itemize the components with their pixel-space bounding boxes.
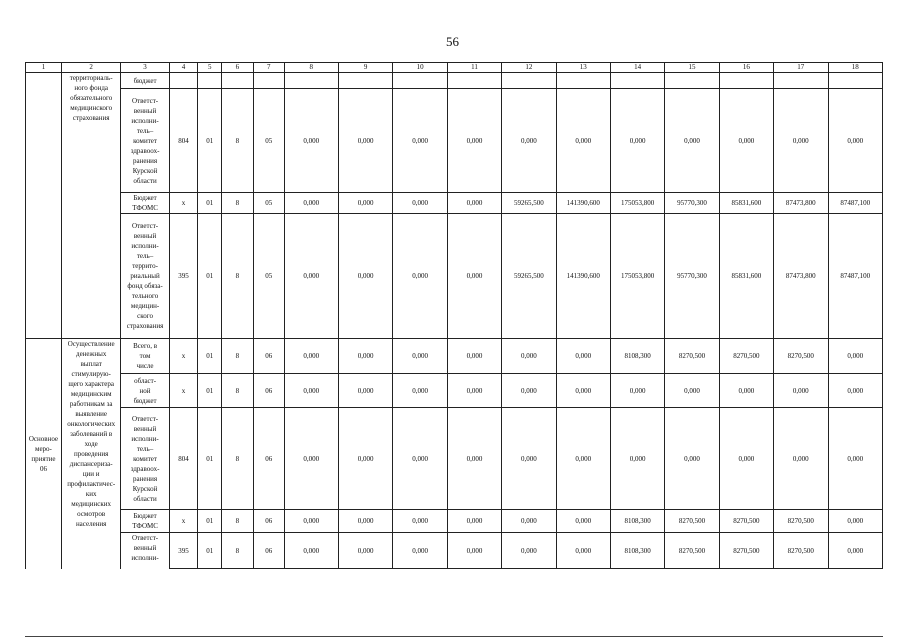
value-cell: 0,000	[447, 374, 501, 408]
header-cell: 14	[610, 63, 664, 73]
value-cell: 0,000	[284, 89, 338, 193]
value-cell: 0,000	[828, 510, 883, 533]
source-cell: бюджет	[121, 73, 169, 89]
value-cell: 0,000	[393, 374, 447, 408]
value-cell: 06	[253, 510, 284, 533]
value-cell	[222, 73, 254, 89]
value-cell: 0,000	[447, 89, 501, 193]
value-cell: 8	[222, 533, 254, 569]
value-cell: 0,000	[447, 339, 501, 374]
budget-table	[25, 62, 883, 569]
value-cell: 0,000	[665, 408, 719, 510]
value-cell: 0,000	[393, 510, 447, 533]
value-cell: 06	[253, 533, 284, 569]
value-cell: 8108,300	[610, 339, 664, 374]
value-cell: 0,000	[719, 374, 773, 408]
value-cell: 0,000	[556, 510, 610, 533]
value-cell: 8	[222, 408, 254, 510]
measure-description-cell: территориаль- ного фонда обязательного медицинского страхования	[61, 73, 121, 339]
measure-description-cell: Осуществление денежных выплат стимулирую- щего характера медицинским работникам за выявление онкологических заболеваний в ходе проведения диспансериза- ции и профилактичес- ких медицинских осмотров населения	[61, 339, 121, 569]
value-cell: 0,000	[774, 408, 828, 510]
value-cell: 01	[198, 89, 222, 193]
header-cell: 11	[447, 63, 501, 73]
value-cell: 0,000	[393, 339, 447, 374]
table-row	[26, 214, 883, 339]
value-cell	[393, 73, 447, 89]
value-cell: 0,000	[828, 408, 883, 510]
value-cell: 395	[169, 214, 198, 339]
value-cell: 0,000	[338, 374, 392, 408]
value-cell: 0,000	[556, 533, 610, 569]
value-cell: х	[169, 510, 198, 533]
value-cell: 0,000	[828, 89, 883, 193]
value-cell: 0,000	[665, 89, 719, 193]
table-row	[26, 374, 883, 408]
value-cell: 0,000	[284, 408, 338, 510]
value-cell: 01	[198, 193, 222, 214]
value-cell: 0,000	[502, 533, 556, 569]
measure-name-cell: Основное меро- приятие 06	[26, 339, 62, 569]
value-cell: х	[169, 374, 198, 408]
value-cell: 0,000	[393, 193, 447, 214]
value-cell: 06	[253, 408, 284, 510]
page-bottom-rule	[25, 636, 883, 637]
value-cell: 0,000	[556, 339, 610, 374]
value-cell	[665, 73, 719, 89]
source-cell: Ответст- венный исполни- тель– комитет здравоох- ранения Курской области	[121, 408, 169, 510]
value-cell: 0,000	[610, 374, 664, 408]
value-cell	[556, 73, 610, 89]
header-cell: 7	[253, 63, 284, 73]
value-cell: 01	[198, 214, 222, 339]
value-cell: 0,000	[719, 89, 773, 193]
value-cell: 87473,800	[774, 193, 828, 214]
value-cell	[198, 73, 222, 89]
source-cell: Бюджет ТФОМС	[121, 193, 169, 214]
value-cell: 175053,800	[610, 193, 664, 214]
value-cell: 141390,600	[556, 193, 610, 214]
value-cell: 0,000	[447, 193, 501, 214]
value-cell: х	[169, 193, 198, 214]
value-cell	[719, 73, 773, 89]
value-cell: 8270,500	[665, 339, 719, 374]
value-cell: 0,000	[502, 89, 556, 193]
header-cell: 17	[774, 63, 828, 73]
value-cell: 0,000	[556, 89, 610, 193]
table-row	[26, 73, 883, 89]
value-cell: 8270,500	[719, 533, 773, 569]
value-cell: 0,000	[447, 408, 501, 510]
value-cell: 87473,800	[774, 214, 828, 339]
value-cell: 0,000	[338, 533, 392, 569]
header-cell: 1	[26, 63, 62, 73]
value-cell: 0,000	[284, 510, 338, 533]
value-cell	[338, 73, 392, 89]
header-cell: 15	[665, 63, 719, 73]
value-cell: 8270,500	[665, 533, 719, 569]
value-cell: 175053,800	[610, 214, 664, 339]
value-cell: 8270,500	[774, 533, 828, 569]
source-cell: област- ной бюджет	[121, 374, 169, 408]
measure-name-cell	[26, 73, 62, 339]
value-cell: 0,000	[284, 339, 338, 374]
value-cell: 01	[198, 533, 222, 569]
table-row	[26, 408, 883, 510]
table-row	[26, 193, 883, 214]
value-cell: 0,000	[502, 339, 556, 374]
value-cell: 0,000	[828, 339, 883, 374]
header-row	[26, 63, 883, 73]
source-cell: Бюджет ТФОМС	[121, 510, 169, 533]
value-cell: 0,000	[284, 214, 338, 339]
value-cell: 0,000	[502, 510, 556, 533]
header-cell: 4	[169, 63, 198, 73]
value-cell: 0,000	[338, 89, 392, 193]
value-cell: 06	[253, 339, 284, 374]
value-cell	[610, 73, 664, 89]
value-cell	[502, 73, 556, 89]
value-cell: 8108,300	[610, 533, 664, 569]
value-cell: 0,000	[447, 533, 501, 569]
value-cell: 0,000	[719, 408, 773, 510]
value-cell: 05	[253, 193, 284, 214]
value-cell: 804	[169, 89, 198, 193]
value-cell: 8270,500	[665, 510, 719, 533]
header-cell: 6	[222, 63, 254, 73]
value-cell: 0,000	[610, 408, 664, 510]
table-row	[26, 339, 883, 374]
value-cell: 8	[222, 214, 254, 339]
value-cell	[828, 73, 883, 89]
value-cell: 05	[253, 89, 284, 193]
header-cell: 9	[338, 63, 392, 73]
page-number: 56	[446, 34, 459, 49]
header-cell: 18	[828, 63, 883, 73]
value-cell: 8270,500	[774, 510, 828, 533]
value-cell: 8	[222, 193, 254, 214]
value-cell: 8270,500	[774, 339, 828, 374]
header-cell: 13	[556, 63, 610, 73]
value-cell	[253, 73, 284, 89]
value-cell: 0,000	[556, 408, 610, 510]
value-cell: 59265,500	[502, 193, 556, 214]
value-cell: 0,000	[774, 89, 828, 193]
value-cell: 8108,300	[610, 510, 664, 533]
value-cell: 0,000	[393, 533, 447, 569]
value-cell: 8	[222, 374, 254, 408]
header-cell: 2	[61, 63, 121, 73]
table-row	[26, 533, 883, 569]
value-cell: 0,000	[338, 408, 392, 510]
value-cell: 0,000	[284, 533, 338, 569]
value-cell: 0,000	[284, 374, 338, 408]
value-cell: 87487,100	[828, 193, 883, 214]
value-cell: 85831,600	[719, 214, 773, 339]
value-cell: 95770,300	[665, 214, 719, 339]
value-cell: 804	[169, 408, 198, 510]
value-cell: 0,000	[502, 408, 556, 510]
value-cell: 0,000	[610, 89, 664, 193]
table-row	[26, 510, 883, 533]
header-cell: 16	[719, 63, 773, 73]
value-cell: 8270,500	[719, 510, 773, 533]
value-cell: х	[169, 339, 198, 374]
header-cell: 10	[393, 63, 447, 73]
value-cell: 59265,500	[502, 214, 556, 339]
value-cell: 05	[253, 214, 284, 339]
value-cell: 8	[222, 510, 254, 533]
source-cell: Ответст- венный исполни-	[121, 533, 169, 569]
value-cell: 0,000	[338, 339, 392, 374]
value-cell: 0,000	[393, 214, 447, 339]
value-cell: 0,000	[338, 214, 392, 339]
value-cell: 0,000	[393, 89, 447, 193]
value-cell	[169, 73, 198, 89]
value-cell	[284, 73, 338, 89]
value-cell: 8	[222, 339, 254, 374]
value-cell: 8	[222, 89, 254, 193]
value-cell: 01	[198, 339, 222, 374]
source-cell: Ответст- венный исполни- тель– террито- риальный фонд обяза- тельного медицин- ского страхования	[121, 214, 169, 339]
value-cell: 87487,100	[828, 214, 883, 339]
value-cell: 85831,600	[719, 193, 773, 214]
value-cell: 0,000	[338, 193, 392, 214]
value-cell: 0,000	[665, 374, 719, 408]
value-cell: 0,000	[447, 510, 501, 533]
value-cell: 01	[198, 408, 222, 510]
value-cell: 0,000	[828, 374, 883, 408]
value-cell: 0,000	[338, 510, 392, 533]
value-cell: 141390,600	[556, 214, 610, 339]
value-cell: 01	[198, 510, 222, 533]
value-cell: 0,000	[556, 374, 610, 408]
value-cell	[774, 73, 828, 89]
source-cell: Всего, в том числе	[121, 339, 169, 374]
header-cell: 12	[502, 63, 556, 73]
value-cell	[447, 73, 501, 89]
value-cell: 0,000	[774, 374, 828, 408]
value-cell: 0,000	[447, 214, 501, 339]
value-cell: 395	[169, 533, 198, 569]
source-cell: Ответст- венный исполни- тель– комитет здравоох- ранения Курской области	[121, 89, 169, 193]
value-cell: 95770,300	[665, 193, 719, 214]
value-cell: 0,000	[393, 408, 447, 510]
value-cell: 01	[198, 374, 222, 408]
value-cell: 0,000	[502, 374, 556, 408]
header-cell: 5	[198, 63, 222, 73]
value-cell: 0,000	[828, 533, 883, 569]
value-cell: 0,000	[284, 193, 338, 214]
table-row	[26, 89, 883, 193]
header-cell: 8	[284, 63, 338, 73]
value-cell: 8270,500	[719, 339, 773, 374]
header-cell: 3	[121, 63, 169, 73]
value-cell: 06	[253, 374, 284, 408]
